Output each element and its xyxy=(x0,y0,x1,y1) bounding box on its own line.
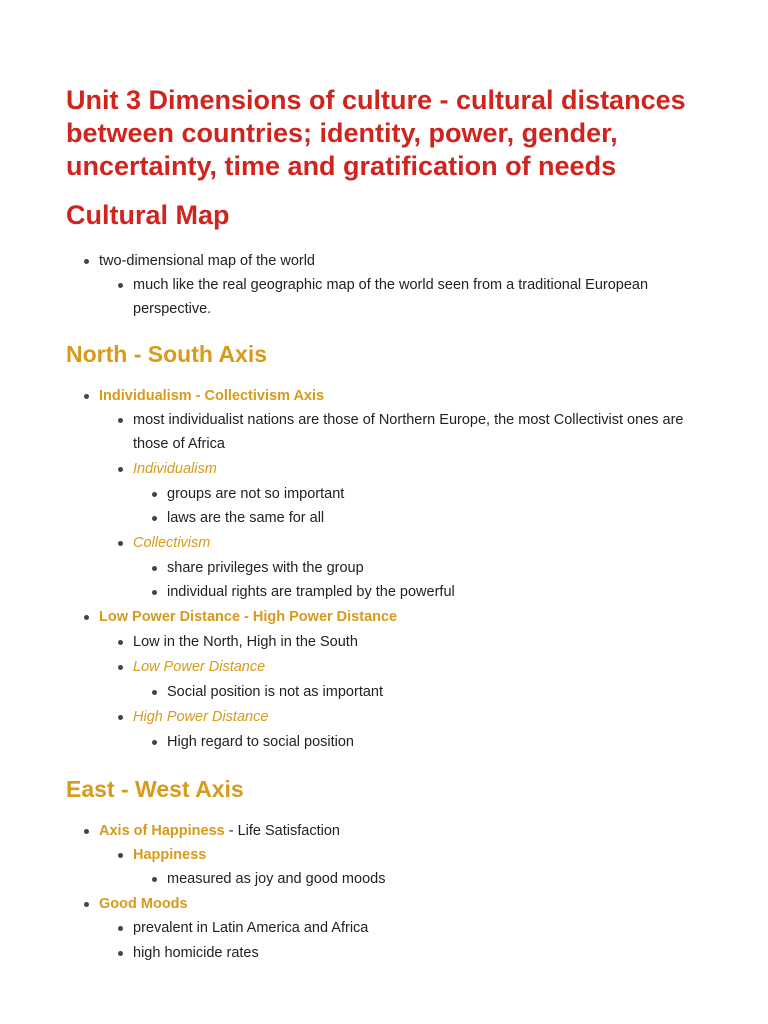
sub-list xyxy=(133,680,702,704)
good-moods-label: Good Moods xyxy=(99,896,188,912)
section-heading-cultural-map: Cultural Map xyxy=(66,200,230,230)
list-item: high homicide rates xyxy=(133,941,702,965)
list-item xyxy=(133,843,702,891)
east-west-list xyxy=(66,819,702,965)
sub-list xyxy=(99,273,702,321)
list-item: prevalent in Latin America and Africa xyxy=(133,916,702,940)
list-item: most individualist nations are those of Northern Europe, the most Collectivist ones are those of Africa xyxy=(133,408,702,456)
happiness-axis-label: Axis of Happiness xyxy=(99,823,225,839)
list-item xyxy=(133,655,702,704)
list-item: Low in the North, High in the South xyxy=(133,630,702,654)
list-item xyxy=(99,819,702,891)
sub-list xyxy=(133,556,702,604)
list-item xyxy=(99,892,702,965)
power-distance-label: Low Power Distance - High Power Distance xyxy=(99,609,398,625)
list-item: much like the real geographic map of the world seen from a traditional European perspective. xyxy=(133,273,702,321)
list-item: share privileges with the group xyxy=(167,556,702,580)
list-item xyxy=(99,384,702,604)
collectivism-label: Collectivism xyxy=(133,535,211,551)
happiness-label: Happiness xyxy=(133,847,207,863)
sub-list xyxy=(99,408,702,604)
low-power-label: Low Power Distance xyxy=(133,659,266,675)
list-item xyxy=(99,249,702,321)
list-item xyxy=(133,457,702,530)
list-item xyxy=(99,605,702,754)
sub-list xyxy=(133,730,702,754)
list-item: individual rights are trampled by the powerful xyxy=(167,580,702,604)
list-item-text: two-dimensional map of the world xyxy=(99,253,315,269)
high-power-label: High Power Distance xyxy=(133,709,269,725)
sub-list xyxy=(133,867,702,891)
list-item: groups are not so important xyxy=(167,482,702,506)
section-heading-east-west: East - West Axis xyxy=(66,776,244,802)
sub-list xyxy=(99,916,702,965)
list-item xyxy=(133,705,702,754)
list-item: High regard to social position xyxy=(167,730,702,754)
sub-list xyxy=(133,482,702,530)
list-item: laws are the same for all xyxy=(167,506,702,530)
north-south-list xyxy=(66,384,702,754)
list-item: measured as joy and good moods xyxy=(167,867,702,891)
happiness-axis-suffix: - Life Satisfaction xyxy=(224,823,340,839)
section-heading-north-south: North - South Axis xyxy=(66,341,268,367)
page-title: Unit 3 Dimensions of culture - cultural distances between countries; identity, power, gender, uncertainty, time and gratification of needs xyxy=(66,85,686,181)
list-item xyxy=(133,531,702,604)
sub-list xyxy=(99,630,702,754)
indiv-coll-label: Individualism - Collectivism Axis xyxy=(99,388,325,404)
sub-list xyxy=(99,843,702,891)
individualism-label: Individualism xyxy=(133,461,217,477)
list-item: Social position is not as important xyxy=(167,680,702,704)
cultural-map-list xyxy=(66,249,702,321)
